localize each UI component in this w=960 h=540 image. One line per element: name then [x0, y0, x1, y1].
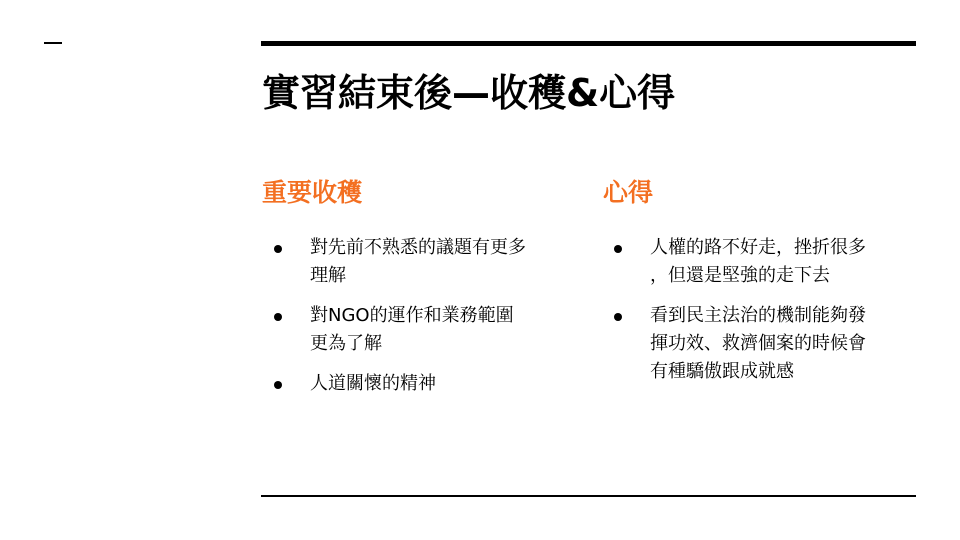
list-item — [270, 234, 570, 290]
left-column-heading: 重要收穫 — [262, 178, 363, 207]
slide-marker — [44, 42, 62, 44]
bullet-icon — [274, 313, 282, 321]
bottom-rule — [261, 495, 916, 497]
bullet-icon — [274, 381, 282, 389]
right-column-heading: 心得 — [603, 178, 654, 207]
bullet-icon — [614, 313, 622, 321]
bullet-text: 看到民主法治的機制能夠發 揮功效、救濟個案的時候會 有種驕傲跟成就感 — [650, 305, 866, 382]
bullet-text: 對NGO的運作和業務範圍 更為了解 — [310, 305, 514, 354]
list-item — [270, 302, 570, 358]
bullet-text: 人權的路不好走，挫折很多 ，但還是堅強的走下去 — [650, 237, 866, 286]
left-bullet-list — [270, 234, 570, 410]
list-item — [270, 370, 570, 398]
bullet-text: 人道關懷的精神 — [310, 373, 436, 394]
bullet-icon — [614, 245, 622, 253]
bullet-icon — [274, 245, 282, 253]
list-item — [610, 234, 910, 290]
top-rule — [261, 41, 916, 46]
bullet-text: 對先前不熟悉的議題有更多 理解 — [310, 237, 526, 286]
right-bullet-list — [610, 234, 910, 398]
slide-title: 實習結束後—收穫&心得 — [262, 71, 676, 115]
list-item — [610, 302, 910, 386]
